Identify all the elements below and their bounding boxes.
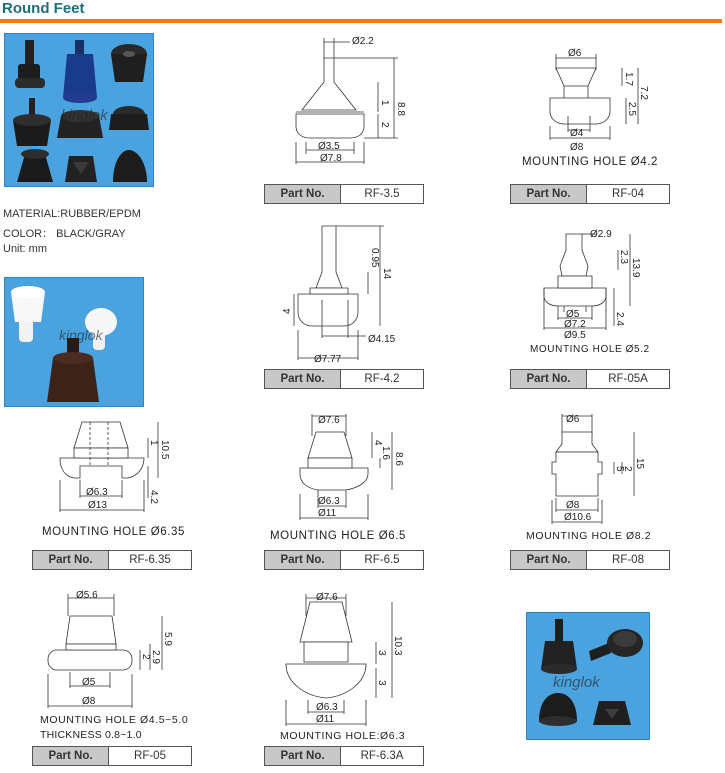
dim-label: 2.3 (618, 250, 629, 264)
drawing-rf-05a (534, 226, 644, 342)
material-text: MATERIAL:RUBBER/EPDM (3, 208, 141, 220)
dim-label: Ø6 (568, 48, 582, 59)
dim-label: Ø5 (566, 309, 580, 320)
dim-label: 2.9 (150, 650, 161, 664)
dim-label: Ø2.9 (590, 229, 612, 240)
part-no-value: RF-05 (109, 747, 191, 765)
watermark: kinglok (59, 327, 103, 343)
part-no-label: Part No. (33, 551, 109, 569)
part-no-value: RF-6.5 (341, 551, 423, 569)
part-no-value: RF-6.35 (109, 551, 191, 569)
part-no-value: RF-04 (587, 185, 669, 203)
dim-label: 5.9 (162, 632, 173, 646)
dim-label: 5 (614, 466, 625, 472)
dim-label: Ø5.6 (76, 590, 98, 601)
mounting-hole-rf-05a: MOUNTING HOLE Ø5.2 (530, 344, 650, 355)
dim-label: Ø5 (82, 677, 96, 688)
part-table-rf-6-5 (264, 550, 424, 570)
drawing-rf-6-35 (52, 418, 178, 522)
unit-text: Unit: mm (3, 243, 47, 255)
dim-label: 2.4 (614, 312, 625, 326)
product-photo-1 (4, 33, 154, 187)
drawing-rf-6-3a (280, 588, 410, 730)
dim-label: Ø7.77 (314, 354, 342, 365)
drawing-rf-04 (540, 46, 650, 156)
dim-label: Ø9.5 (564, 330, 586, 341)
dim-label: 14 (381, 268, 392, 280)
dim-label: Ø6.3 (86, 487, 108, 498)
mounting-hole-rf-6-35: MOUNTING HOLE Ø6.35 (42, 526, 186, 538)
part-no-label: Part No. (265, 551, 341, 569)
part-table-rf-08 (510, 550, 670, 570)
dim-label: 2 (140, 654, 151, 660)
part-no-value: RF-3.5 (341, 185, 423, 203)
part-no-label: Part No. (511, 551, 587, 569)
dim-label: Ø8 (82, 696, 96, 707)
drawing-rf-6-5 (288, 410, 408, 526)
dim-label: 1.7 (623, 72, 634, 86)
title-rule (0, 19, 722, 23)
dim-label: 8.6 (393, 452, 404, 466)
dim-label: 1 (379, 100, 390, 106)
dim-label: Ø8 (566, 500, 580, 511)
dim-label: Ø8 (570, 142, 584, 153)
dim-label: Ø4.15 (368, 334, 396, 345)
dim-label: Ø4 (570, 128, 584, 139)
dim-label: 2.5 (626, 102, 637, 116)
drawing-rf-3-5 (290, 30, 420, 172)
part-no-value: RF-4.2 (341, 370, 423, 388)
part-table-rf-6-35 (32, 550, 192, 570)
product-photo-3 (526, 612, 650, 740)
dim-label: 4.2 (148, 490, 159, 504)
part-no-value: RF-05A (587, 370, 669, 388)
dim-label: 4 (282, 308, 293, 314)
dim-label: 8.8 (395, 102, 406, 116)
dim-label: Ø6.3 (318, 496, 340, 507)
product-photo-2 (4, 277, 144, 407)
dim-label: 15 (634, 458, 645, 470)
dim-label: Ø7.2 (564, 319, 586, 330)
dim-label: Ø6.3 (316, 702, 338, 713)
drawing-rf-4-2 (282, 222, 396, 366)
part-table-rf-05 (32, 746, 192, 766)
part-no-label: Part No. (265, 370, 341, 388)
part-table-rf-3-5 (264, 184, 424, 204)
dim-label: 0.95 (369, 248, 380, 268)
dim-label: Ø11 (316, 714, 335, 725)
part-no-label: Part No. (265, 185, 341, 203)
part-table-rf-4-2 (264, 369, 424, 389)
dim-label: Ø11 (318, 508, 337, 519)
dim-label: 7.2 (638, 86, 649, 100)
dim-label: 3 (376, 650, 387, 656)
color-text: COLOR： BLACK/GRAY (3, 228, 126, 240)
dim-label: Ø2.2 (352, 36, 374, 47)
dim-label: Ø7.6 (316, 592, 338, 603)
dim-label: 13.9 (630, 258, 641, 278)
part-no-label: Part No. (265, 747, 341, 765)
part-no-label: Part No. (33, 747, 109, 765)
dim-label: Ø7.8 (320, 153, 342, 164)
dim-label: Ø7.6 (318, 415, 340, 426)
mounting-hole-rf-08: MOUNTING HOLE Ø8.2 (526, 530, 652, 542)
watermark: kinglok (553, 674, 600, 691)
dim-label: 2 (622, 466, 633, 472)
watermark: kinglok (61, 107, 108, 124)
drawing-rf-08 (540, 410, 650, 528)
mounting-hole-rf-6-3a: MOUNTING HOLE:Ø6.3 (280, 730, 406, 742)
thickness-rf-05: THICKNESS 0.8~1.0 (40, 729, 142, 741)
page-title: Round Feet (2, 0, 85, 17)
part-table-rf-04 (510, 184, 670, 204)
part-table-rf-05a (510, 369, 670, 389)
dim-label: 2 (379, 122, 390, 128)
dim-label: 3 (376, 680, 387, 686)
part-table-rf-6-3a (264, 746, 424, 766)
part-no-value: RF-08 (587, 551, 669, 569)
dim-label: 10.3 (392, 636, 403, 656)
part-no-value: RF-6.3A (341, 747, 423, 765)
dim-label: Ø6 (566, 414, 580, 425)
part-no-label: Part No. (511, 185, 587, 203)
dim-label: 10.5 (159, 440, 170, 460)
mounting-hole-rf-6-5: MOUNTING HOLE Ø6.5 (270, 530, 407, 542)
dim-label: 1 (148, 440, 159, 446)
part-no-label: Part No. (511, 370, 587, 388)
drawing-rf-05 (40, 588, 173, 714)
dim-label: Ø13 (88, 500, 107, 511)
mounting-hole-rf-04: MOUNTING HOLE Ø4.2 (522, 156, 659, 168)
dim-label: Ø3.5 (318, 141, 340, 152)
mounting-hole-rf-05: MOUNTING HOLE Ø4.5~5.0 (40, 714, 189, 726)
dim-label: Ø10.6 (564, 512, 592, 523)
dim-label: 4 (372, 440, 383, 446)
dim-label: 1.6 (380, 446, 391, 460)
